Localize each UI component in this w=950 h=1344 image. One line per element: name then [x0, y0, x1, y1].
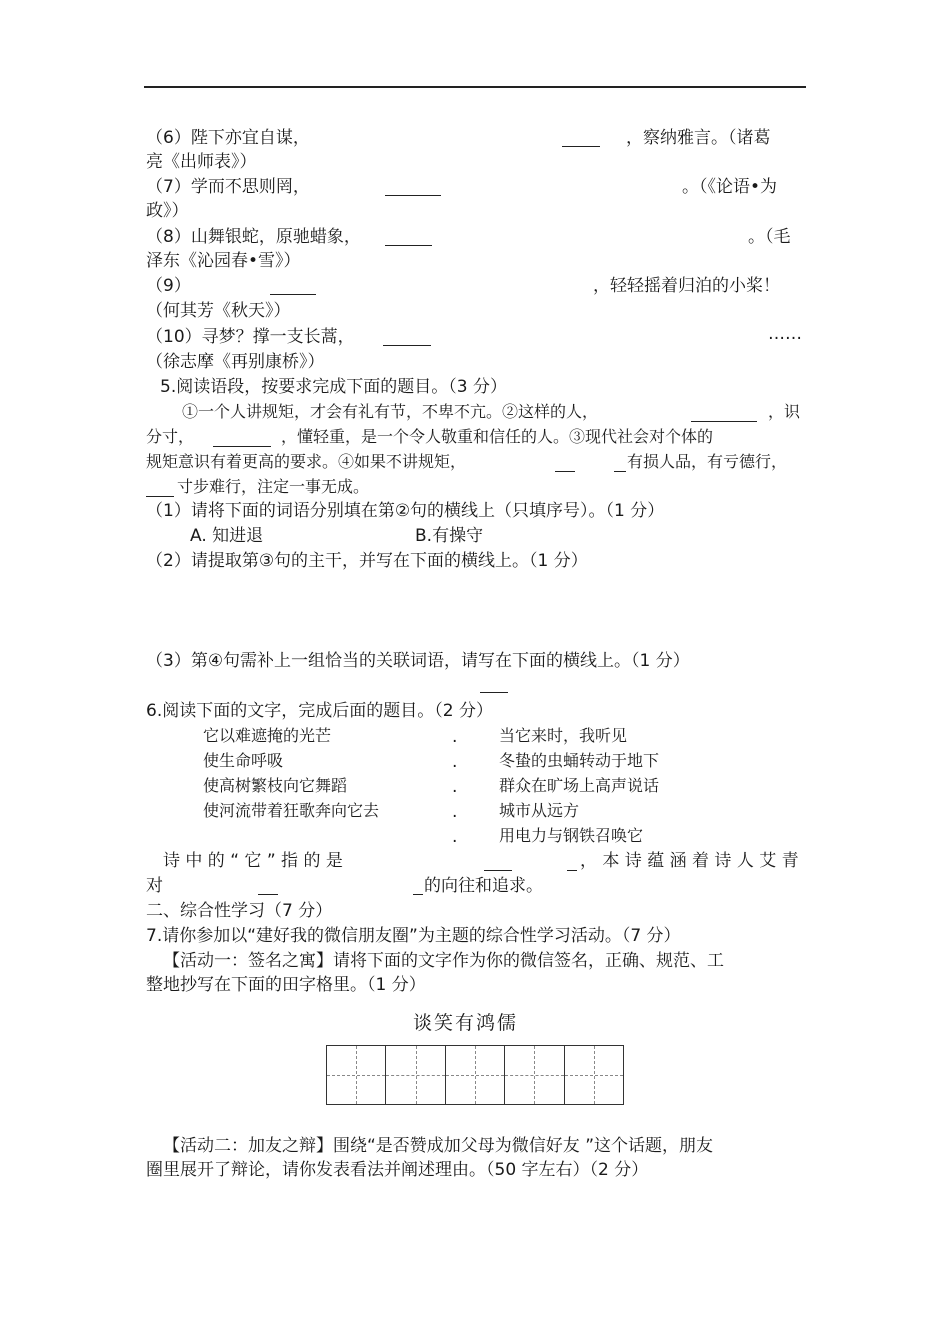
q5-para-line2-start: 分寸， [146, 427, 195, 446]
grid-cell[interactable] [327, 1046, 386, 1104]
q5-para-line3-end: 有损人品，有亏德行， [627, 452, 788, 471]
activity2-line1: 【活动二：加友之辩】围绕“是否赞成加父母为微信好友 ”这个话题，朋友 [163, 1136, 714, 1156]
poem-left-line: 使生命呼吸 [203, 751, 284, 770]
signature-text: 谈笑有鸿儒 [413, 1012, 519, 1034]
q4-line8-blank[interactable] [385, 245, 432, 246]
q4-line7-source: 政》） [146, 201, 189, 221]
grid-cell[interactable] [446, 1046, 505, 1104]
q5-option-a: A. 知进退 [190, 526, 264, 546]
q5-para-line2: ，懂轻重，是一个令人敬重和信任的人。③现代社会对个体的 [281, 427, 714, 446]
poem-left-line: 使河流带着狂歌奔向它去 [203, 801, 380, 820]
q5-blank-1[interactable] [691, 421, 757, 422]
poem-right-line: 冬蛰的虫蛹转动于地下 [499, 751, 660, 770]
q6-blank-1[interactable] [484, 870, 512, 871]
q5-sub3-blank[interactable] [480, 692, 508, 693]
q5-title: 5.阅读语段，按要求完成下面的题目。（3 分） [160, 377, 507, 397]
q5-para-line3: 规矩意识有着更高的要求。④如果不讲规矩， [146, 452, 467, 471]
q4-line8-start: （8）山舞银蛇，原驰蜡象， [146, 227, 361, 247]
grid-cell[interactable] [565, 1046, 623, 1104]
q6-blank-2b[interactable] [413, 894, 423, 895]
q4-line8-source: 泽东《沁园春•雪》） [146, 251, 301, 271]
q4-line6-end: ，察纳雅言。（诸葛 [626, 128, 771, 148]
header-rule [144, 86, 806, 88]
q7-title: 7.请你参加以“建好我的微信朋友圈”为主题的综合性学习活动。（7 分） [146, 926, 681, 946]
q4-line9-end: ，轻轻摇着归泊的小桨！ [593, 276, 780, 296]
q5-para-line4: 寸步难行，注定一事无成。 [177, 477, 370, 496]
q4-line10-blank[interactable] [383, 345, 431, 346]
section-title: 二、综合性学习（7 分） [146, 901, 333, 921]
q4-line6-start: （6）陛下亦宜自谋， [146, 128, 310, 148]
grid-cell[interactable] [386, 1046, 445, 1104]
poem-right-line: 当它来时，我听见 [499, 726, 628, 745]
q5-blank-4[interactable] [146, 496, 174, 497]
poem-left-line: 使高树繁枝向它舞蹈 [203, 776, 348, 795]
poem-separator: . [452, 827, 458, 847]
q6-answer-line1-end: ， 本 诗 蕴 涵 着 诗 人 艾 青 [580, 851, 799, 871]
q4-line7-end: 。（《论语•为 [682, 177, 778, 197]
q5-blank-3b[interactable] [614, 471, 626, 472]
q5-blank-2[interactable] [213, 446, 271, 447]
grid-cell[interactable] [505, 1046, 564, 1104]
activity1-line1: 【活动一：签名之寓】请将下面的文字作为你的微信签名，正确、规范、工 [163, 951, 724, 971]
q4-line8-end: 。（毛 [748, 227, 791, 247]
q4-line9-source: （何其芳《秋天》） [146, 301, 291, 321]
q4-line6-blank[interactable] [562, 146, 600, 147]
activity2-line2: 圈里展开了辩论，请你发表看法并阐述理由。（50 字左右）（2 分） [146, 1160, 649, 1180]
q6-answer-line2-end: 的向往和追求。 [424, 876, 543, 896]
activity1-line2: 整地抄写在下面的田字格里。（1 分） [146, 975, 426, 995]
q5-blank-3[interactable] [555, 471, 575, 472]
q4-line7-blank[interactable] [385, 195, 441, 196]
q6-blank-1b[interactable] [567, 870, 577, 871]
q5-sub1: （1）请将下面的词语分别填在第②句的横线上（只填序号）。（1 分） [146, 501, 665, 521]
q6-answer-line2-start: 对 [146, 876, 163, 896]
q4-line9-start: （9） [146, 276, 191, 296]
poem-right-line: 城市从远方 [499, 801, 580, 820]
q5-option-b: B.有操守 [415, 526, 484, 546]
q5-sub3: （3）第④句需补上一组恰当的关联词语，请写在下面的横线上。（1 分） [146, 651, 690, 671]
q6-answer-line1-start: 诗 中 的 “ 它 ” 指 的 是 [163, 851, 343, 871]
poem-right-line: 群众在旷场上高声说话 [499, 776, 660, 795]
poem-right-line: 用电力与钢铁召唤它 [499, 826, 644, 845]
poem-separator: . [452, 802, 458, 822]
q4-line9-blank[interactable] [270, 294, 316, 295]
q5-para-line1-end: ，识 [768, 402, 801, 421]
q4-line10-end: …… [768, 324, 802, 344]
q4-line10-start: （10）寻梦？撑一支长蒿， [146, 327, 355, 347]
poem-separator: . [452, 777, 458, 797]
q6-title: 6.阅读下面的文字，完成后面的题目。（2 分） [146, 701, 493, 721]
q4-line10-source: （徐志摩《再别康桥》） [146, 352, 325, 372]
q5-para-line1: ①一个人讲规矩，才会有礼有节，不卑不亢。②这样的人， [182, 402, 599, 421]
poem-separator: . [452, 752, 458, 772]
q6-blank-2[interactable] [258, 894, 278, 895]
poem-separator: . [452, 727, 458, 747]
poem-left-line: 它以难遮掩的光芒 [203, 726, 332, 745]
q4-line6-source: 亮《出师表》） [146, 152, 257, 172]
tianzige-grid[interactable] [326, 1045, 624, 1105]
q4-line7-start: （7）学而不思则罔， [146, 177, 310, 197]
q5-sub2: （2）请提取第③句的主干，并写在下面的横线上。（1 分） [146, 551, 588, 571]
